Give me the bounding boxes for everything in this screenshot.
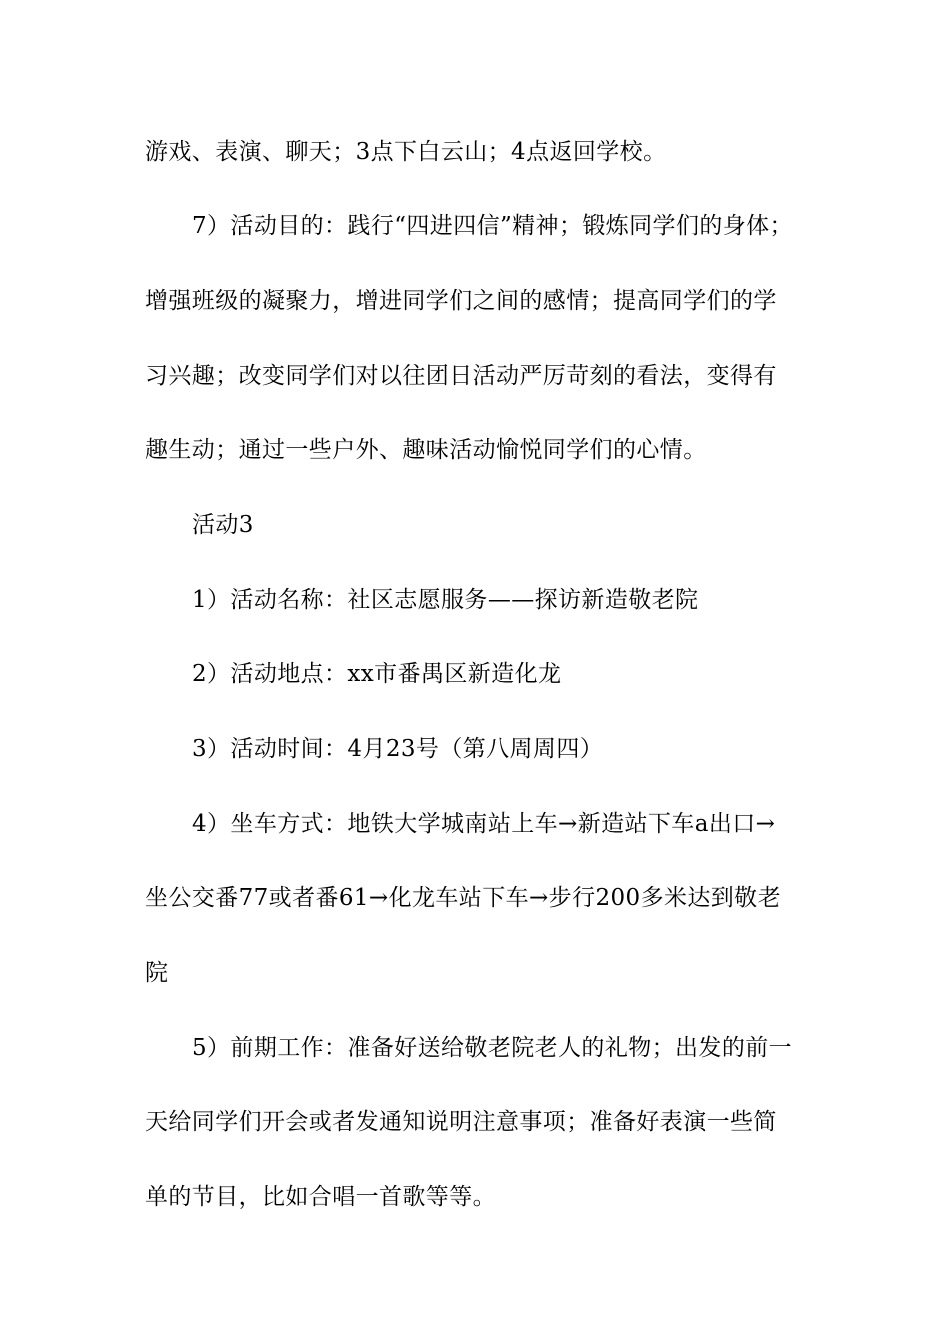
text-line-3: 增强班级的凝聚力，增进同学们之间的感情；提高同学们的学 xyxy=(145,288,777,314)
text-line-8: 2）活动地点：xx市番禺区新造化龙 xyxy=(192,661,562,687)
text-line-9: 3）活动时间：4月23号（第八周周四） xyxy=(192,736,604,762)
text-line-2: 7）活动目的：践行“四进四信”精神；锻炼同学们的身体； xyxy=(192,213,793,239)
text-line-5: 趣生动；通过一些户外、趣味活动愉悦同学们的心情。 xyxy=(145,437,707,463)
section-heading: 活动3 xyxy=(192,512,254,538)
text-line-12: 院 xyxy=(145,960,169,986)
text-line-1: 游戏、表演、聊天；3点下白云山；4点返回学校。 xyxy=(145,139,667,165)
text-line-10: 4）坐车方式：地铁大学城南站上车→新造站下车a出口→ xyxy=(192,811,776,837)
text-line-14: 天给同学们开会或者发通知说明注意事项；准备好表演一些简 xyxy=(145,1109,777,1135)
text-line-13: 5）前期工作：准备好送给敬老院老人的礼物；出发的前一 xyxy=(192,1035,793,1061)
text-line-7: 1）活动名称：社区志愿服务——探访新造敬老院 xyxy=(192,587,699,613)
text-line-15: 单的节目，比如合唱一首歌等等。 xyxy=(145,1184,496,1210)
text-line-11: 坐公交番77或者番61→化龙车站下车→步行200多米达到敬老 xyxy=(145,885,781,911)
text-line-4: 习兴趣；改变同学们对以往团日活动严厉苛刻的看法，变得有 xyxy=(145,363,777,389)
